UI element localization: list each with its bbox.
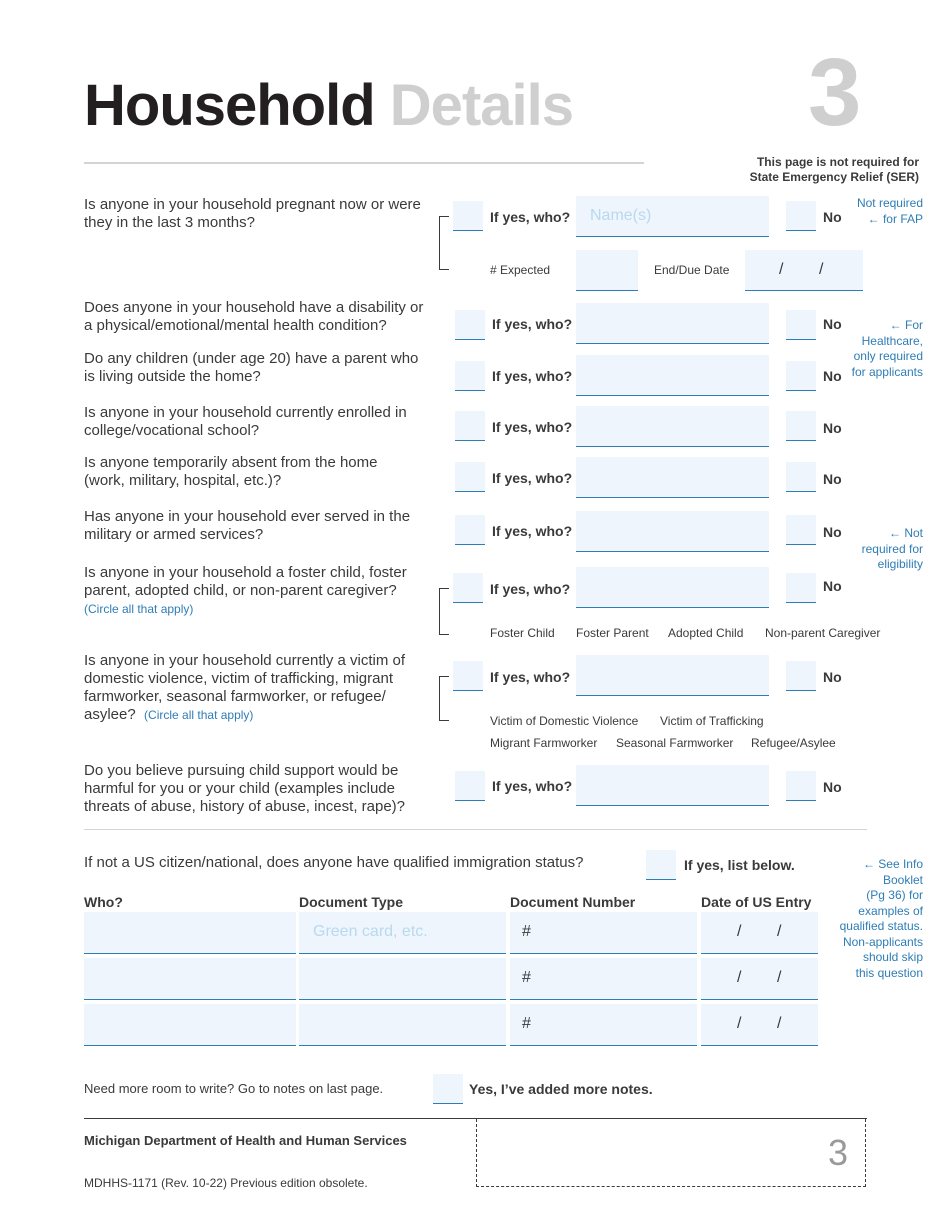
- title-word-details: Details: [389, 73, 573, 138]
- expected-label: # Expected: [490, 263, 551, 277]
- option-seasonal-farmworker[interactable]: Seasonal Farmworker: [616, 736, 734, 750]
- note-line: eligibility: [877, 557, 923, 571]
- victim-no-checkbox[interactable]: [786, 661, 816, 691]
- question-foster: [84, 564, 434, 618]
- question-text: is living outside the home?: [84, 368, 261, 385]
- absent-who-input[interactable]: [576, 457, 769, 498]
- military-yes-checkbox[interactable]: [455, 515, 485, 545]
- question-text: Is anyone in your household a foster child, foster: [84, 564, 407, 581]
- option-migrant-farmworker[interactable]: Migrant Farmworker: [490, 736, 598, 750]
- bracket: [439, 588, 449, 635]
- date-slashes: / /: [737, 923, 782, 940]
- title-word-household: Household: [84, 73, 375, 138]
- page-title: [84, 72, 573, 139]
- question-text: military or armed services?: [84, 526, 264, 543]
- row3-document-type-input[interactable]: [299, 1004, 506, 1046]
- note-line: (Pg 36) for: [866, 888, 923, 902]
- option-refugee-asylee[interactable]: Refugee/Asylee: [751, 736, 836, 750]
- note-line: ← for FAP: [867, 211, 923, 226]
- foster-yes-checkbox[interactable]: [453, 573, 483, 603]
- office-use-box: [476, 1119, 866, 1187]
- ser-note-line2: State Emergency Relief (SER): [749, 170, 919, 184]
- disability-who-input[interactable]: [576, 303, 769, 344]
- parent-outside-yes-checkbox[interactable]: [455, 361, 485, 391]
- row3-document-number-input[interactable]: [510, 1004, 697, 1046]
- disability-no-checkbox[interactable]: [786, 310, 816, 340]
- absent-yes-checkbox[interactable]: [455, 462, 485, 492]
- row2-who-input[interactable]: [84, 958, 296, 1000]
- question-text: they in the last 3 months?: [84, 214, 255, 231]
- option-non-parent-caregiver[interactable]: Non-parent Caregiver: [765, 626, 881, 640]
- victim-who-input[interactable]: [576, 655, 769, 696]
- question-text: Do you believe pursuing child support would be: [84, 762, 399, 779]
- note-immigration: [820, 857, 923, 981]
- footer-page-number: 3: [828, 1132, 849, 1173]
- foster-no-checkbox[interactable]: [786, 573, 816, 603]
- row3-who-input[interactable]: [84, 1004, 296, 1046]
- question-text: a physical/emotional/mental health condition?: [84, 317, 387, 334]
- hash-symbol: #: [522, 923, 531, 940]
- more-notes-label: Yes, I’ve added more notes.: [469, 1081, 653, 1097]
- row2-document-number-input[interactable]: [510, 958, 697, 1000]
- if-yes-label: If yes, who?: [492, 523, 573, 539]
- question-child-support: [84, 762, 434, 816]
- college-no-checkbox[interactable]: [786, 411, 816, 441]
- row1-document-number-input[interactable]: [510, 912, 697, 954]
- date-slashes: / /: [737, 1015, 782, 1032]
- question-text: farmworker, seasonal farmworker, or refugee/: [84, 688, 386, 705]
- option-foster-child[interactable]: Foster Child: [490, 626, 555, 640]
- pregnant-no-checkbox[interactable]: [786, 201, 816, 231]
- column-header-document-type: Document Type: [299, 894, 403, 910]
- ser-note-line1: This page is not required for: [756, 155, 919, 169]
- hash-symbol: #: [522, 1015, 531, 1032]
- no-label: No: [823, 420, 842, 436]
- no-label: No: [823, 316, 842, 332]
- row1-who-input[interactable]: [84, 912, 296, 954]
- no-label: No: [823, 524, 842, 540]
- note-line: required for: [861, 541, 923, 556]
- note-line: ← Not: [888, 526, 923, 540]
- note-line: only required: [853, 349, 923, 363]
- note-line: ← See Info: [862, 857, 923, 871]
- if-yes-label: If yes, who?: [492, 368, 573, 384]
- if-yes-label: If yes, who?: [492, 419, 573, 435]
- question-text: asylee?: [84, 706, 136, 723]
- if-yes-label: If yes, who?: [490, 669, 571, 685]
- child-support-who-input[interactable]: [576, 765, 769, 806]
- pregnant-name-input[interactable]: [576, 196, 769, 237]
- parent-outside-no-checkbox[interactable]: [786, 361, 816, 391]
- parent-outside-who-input[interactable]: [576, 355, 769, 396]
- question-text: domestic violence, victim of trafficking, migrant: [84, 670, 394, 687]
- bracket: [439, 676, 449, 721]
- question-text: Does anyone in your household have a disability or: [84, 299, 424, 316]
- no-label: No: [823, 209, 842, 225]
- question-text: Is anyone in your household pregnant now or were: [84, 196, 421, 213]
- question-text: threats of abuse, history of abuse, incest, rape)?: [84, 798, 406, 815]
- section-divider: [84, 829, 867, 830]
- question-college: [84, 404, 434, 440]
- bracket: [439, 216, 449, 270]
- note-line: Booklet: [882, 872, 923, 887]
- row1-document-type-input[interactable]: [299, 912, 506, 954]
- option-adopted-child[interactable]: Adopted Child: [668, 626, 744, 640]
- note-line: examples of: [858, 903, 923, 918]
- pregnant-yes-checkbox[interactable]: [453, 201, 483, 231]
- victim-yes-checkbox[interactable]: [453, 661, 483, 691]
- question-text: Has anyone in your household ever served in the: [84, 508, 411, 525]
- no-label: No: [823, 578, 842, 594]
- column-header-date-of-entry: Date of US Entry: [701, 894, 812, 910]
- question-text: (work, military, hospital, etc.)?: [84, 472, 282, 489]
- immigration-yes-checkbox[interactable]: [646, 850, 676, 880]
- disability-yes-checkbox[interactable]: [455, 310, 485, 340]
- column-header-who: Who?: [84, 894, 123, 910]
- hash-symbol: #: [522, 969, 531, 986]
- question-absent: [84, 454, 434, 490]
- name-placeholder: Name(s): [590, 207, 652, 224]
- note-line: for applicants: [851, 364, 923, 379]
- row1-date-input[interactable]: [701, 912, 818, 954]
- question-military: [84, 508, 434, 544]
- column-header-document-number: Document Number: [510, 894, 636, 910]
- foster-who-input[interactable]: [576, 567, 769, 608]
- form-id: MDHHS-1171 (Rev. 10-22) Previous edition obsolete.: [84, 1176, 368, 1190]
- header-divider: [84, 162, 644, 164]
- if-yes-label: If yes, who?: [490, 581, 571, 597]
- date-slashes: / /: [737, 969, 782, 986]
- circle-all-note: (Circle all that apply): [84, 602, 194, 616]
- note-line: this question: [855, 965, 923, 980]
- more-notes-checkbox[interactable]: [433, 1074, 463, 1104]
- note-line: qualified status.: [839, 919, 923, 933]
- if-yes-label: If yes, who?: [492, 470, 573, 486]
- question-text: college/vocational school?: [84, 422, 260, 439]
- option-domestic-violence[interactable]: Victim of Domestic Violence: [490, 714, 639, 728]
- military-who-input[interactable]: [576, 511, 769, 552]
- note-line: ← For: [889, 318, 923, 332]
- no-label: No: [823, 779, 842, 795]
- note-eligibility: [820, 526, 923, 573]
- date-slashes: / /: [779, 261, 824, 278]
- absent-no-checkbox[interactable]: [786, 462, 816, 492]
- page-number-large: 3: [808, 39, 862, 146]
- row2-date-input[interactable]: [701, 958, 818, 1000]
- question-parent-outside: [84, 350, 434, 386]
- document-type-placeholder: Green card, etc.: [313, 923, 428, 940]
- question-text: Is anyone in your household currently a victim of: [84, 652, 405, 669]
- option-foster-parent[interactable]: Foster Parent: [576, 626, 649, 640]
- no-label: No: [823, 471, 842, 487]
- child-support-no-checkbox[interactable]: [786, 771, 816, 801]
- no-label: No: [823, 368, 842, 384]
- immigration-question: If not a US citizen/national, does anyone have qualified immigration status?: [84, 854, 584, 871]
- more-room-prompt: Need more room to write? Go to notes on last page.: [84, 1081, 384, 1096]
- child-support-yes-checkbox[interactable]: [455, 771, 485, 801]
- note-fap: [820, 196, 923, 227]
- due-date-input[interactable]: [745, 250, 863, 291]
- row2-document-type-input[interactable]: [299, 958, 506, 1000]
- college-yes-checkbox[interactable]: [455, 411, 485, 441]
- circle-all-note: (Circle all that apply): [144, 708, 254, 722]
- question-text: parent, adopted child, or non-parent caregiver?: [84, 582, 397, 599]
- if-yes-label: If yes, who?: [492, 316, 573, 332]
- college-who-input[interactable]: [576, 406, 769, 447]
- expected-count-input[interactable]: [576, 250, 638, 291]
- if-yes-list-label: If yes, list below.: [684, 857, 795, 873]
- if-yes-label: If yes, who?: [490, 209, 571, 225]
- question-text: Is anyone in your household currently enrolled in: [84, 404, 407, 421]
- question-victim: [84, 652, 434, 724]
- note-line: Non-applicants: [842, 934, 923, 949]
- military-no-checkbox[interactable]: [786, 515, 816, 545]
- question-text: Is anyone temporarily absent from the home: [84, 454, 378, 471]
- note-line: Not required: [856, 196, 923, 210]
- department-name: Michigan Department of Health and Human Services: [84, 1133, 407, 1148]
- ser-note: [700, 155, 919, 185]
- option-trafficking[interactable]: Victim of Trafficking: [660, 714, 764, 728]
- row3-date-input[interactable]: [701, 1004, 818, 1046]
- note-line: Healthcare,: [861, 333, 923, 348]
- note-line: should skip: [862, 950, 923, 964]
- question-pregnant: [84, 196, 434, 232]
- due-date-label: End/Due Date: [654, 263, 730, 277]
- if-yes-label: If yes, who?: [492, 778, 573, 794]
- question-text: harmful for you or your child (examples include: [84, 780, 395, 797]
- question-disability: [84, 299, 434, 335]
- no-label: No: [823, 669, 842, 685]
- question-text: Do any children (under age 20) have a parent who: [84, 350, 419, 367]
